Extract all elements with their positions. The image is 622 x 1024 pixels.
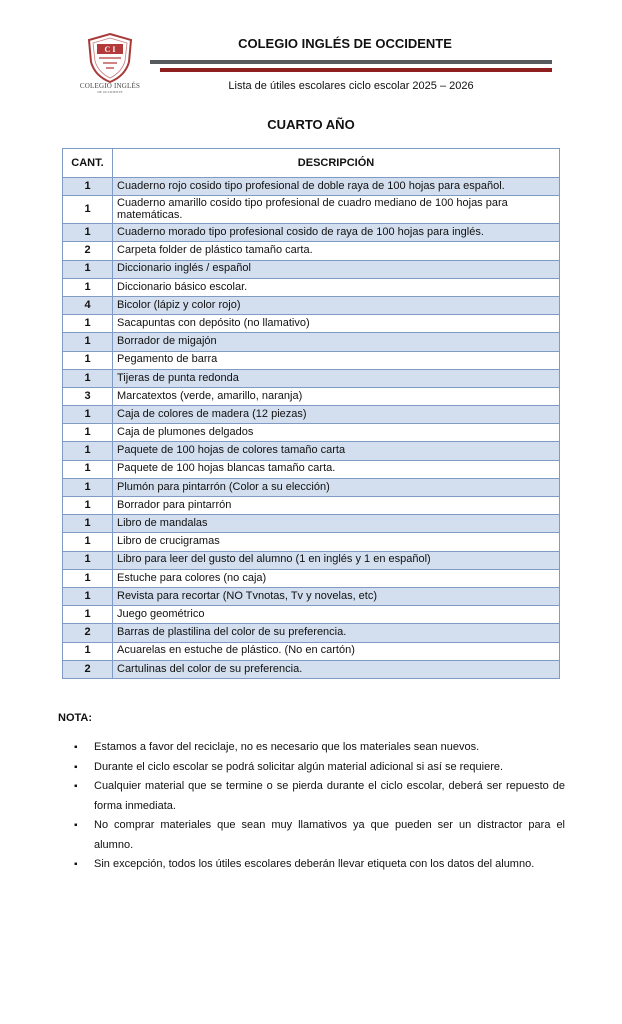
table-row [63, 278, 560, 296]
table-row [63, 351, 560, 369]
row-description: Juego geométrico [113, 606, 560, 624]
row-description: Bicolor (lápiz y color rojo) [113, 296, 560, 314]
bullet-icon: ▪ [74, 781, 78, 792]
row-quantity: 1 [63, 551, 113, 569]
table-row [63, 515, 560, 533]
row-quantity: 1 [63, 315, 113, 333]
crest-shield-icon [85, 32, 135, 84]
header-rule-red [160, 68, 552, 72]
table-row [63, 369, 560, 387]
row-description: Libro para leer del gusto del alumno (1 en inglés y 1 en español) [113, 551, 560, 569]
row-quantity: 1 [63, 515, 113, 533]
table-row [63, 224, 560, 242]
row-quantity: 1 [63, 606, 113, 624]
row-quantity: 3 [63, 387, 113, 405]
row-description: Barras de plastilina del color de su preferencia. [113, 624, 560, 642]
row-quantity: 2 [63, 624, 113, 642]
header-rule-gray [150, 60, 552, 64]
list-item [72, 816, 565, 855]
row-quantity: 1 [63, 642, 113, 660]
table-row [63, 660, 560, 678]
school-name: COLEGIO INGLÉS DE OCCIDENTE [238, 36, 452, 51]
row-quantity: 1 [63, 460, 113, 478]
row-description: Borrador para pintarrón [113, 497, 560, 515]
list-item [72, 738, 565, 758]
row-description: Caja de plumones delgados [113, 424, 560, 442]
row-description: Sacapuntas con depósito (no llamativo) [113, 315, 560, 333]
table-row [63, 587, 560, 605]
table-row [63, 406, 560, 424]
row-description: Paquete de 100 hojas blancas tamaño carta. [113, 460, 560, 478]
bullet-icon: ▪ [74, 820, 78, 831]
row-quantity: 1 [63, 533, 113, 551]
supply-table [62, 148, 560, 679]
row-description: Revista para recortar (NO Tvnotas, Tv y novelas, etc) [113, 587, 560, 605]
table-row [63, 460, 560, 478]
row-description: Libro de crucigramas [113, 533, 560, 551]
row-description: Diccionario básico escolar. [113, 278, 560, 296]
row-quantity: 1 [63, 333, 113, 351]
table-row [63, 569, 560, 587]
table-row [63, 387, 560, 405]
bullet-icon: ▪ [74, 859, 78, 870]
row-quantity: 1 [63, 406, 113, 424]
row-quantity: 1 [63, 587, 113, 605]
notes-title: NOTA: [58, 712, 93, 724]
row-quantity: 1 [63, 478, 113, 496]
table-row [63, 551, 560, 569]
crest-school-name: COLEGIO INGLÉS [79, 82, 141, 90]
table-header-row [63, 149, 560, 178]
crest-school-sub: DE OCCIDENTE [97, 90, 123, 94]
row-description: Acuarelas en estuche de plástico. (No en cartón) [113, 642, 560, 660]
row-quantity: 1 [63, 497, 113, 515]
row-description: Libro de mandalas [113, 515, 560, 533]
row-quantity: 1 [63, 178, 113, 196]
table-row [63, 424, 560, 442]
header-description: DESCRIPCIÓN [113, 149, 560, 178]
note-text: Estamos a favor del reciclaje, no es necesario que los materiales sean nuevos. [94, 741, 480, 753]
bullet-icon: ▪ [74, 761, 78, 773]
row-quantity: 1 [63, 424, 113, 442]
row-quantity: 1 [63, 569, 113, 587]
row-description: Borrador de migajón [113, 333, 560, 351]
row-quantity: 1 [63, 260, 113, 278]
row-quantity: 1 [63, 196, 113, 224]
grade-title: CUARTO AÑO [267, 117, 355, 132]
table-row [63, 260, 560, 278]
table-row [63, 642, 560, 660]
table-row [63, 533, 560, 551]
row-description: Paquete de 100 hojas de colores tamaño carta [113, 442, 560, 460]
row-description: Marcatextos (verde, amarillo, naranja) [113, 387, 560, 405]
svg-text:C I: C I [104, 45, 116, 54]
bullet-icon: ▪ [74, 742, 78, 753]
table-row [63, 606, 560, 624]
table-row [63, 442, 560, 460]
row-description: Carpeta folder de plástico tamaño carta. [113, 242, 560, 260]
row-quantity: 1 [63, 442, 113, 460]
row-quantity: 1 [63, 351, 113, 369]
row-description: Cuaderno amarillo cosido tipo profesional de cuadro mediano de 100 hojas para matemáticas. [113, 196, 560, 224]
table-row [63, 242, 560, 260]
table-row [63, 333, 560, 351]
header-quantity: CANT. [63, 149, 113, 178]
row-quantity: 1 [63, 369, 113, 387]
row-description: Caja de colores de madera (12 piezas) [113, 406, 560, 424]
table-row [63, 196, 560, 224]
row-description: Cuaderno rojo cosido tipo profesional de doble raya de 100 hojas para español. [113, 178, 560, 196]
row-description: Cuaderno morado tipo profesional cosido de raya de 100 hojas para inglés. [113, 224, 560, 242]
table-row [63, 178, 560, 196]
row-quantity: 1 [63, 278, 113, 296]
note-text: No comprar materiales que sean muy llamativos ya que pueden ser un distractor para el alumno. [94, 819, 565, 851]
list-item [72, 777, 565, 816]
table-row [63, 497, 560, 515]
row-description: Tijeras de punta redonda [113, 369, 560, 387]
note-text: Durante el ciclo escolar se podrá solicitar algún material adicional si así se requiere. [94, 760, 504, 773]
table-row [63, 296, 560, 314]
note-text: Sin excepción, todos los útiles escolares deberán llevar etiqueta con los datos del alumno. [94, 858, 535, 870]
table-row [63, 315, 560, 333]
notes-list [72, 738, 565, 875]
row-quantity: 1 [63, 224, 113, 242]
table-row [63, 478, 560, 496]
row-description: Pegamento de barra [113, 351, 560, 369]
document-subtitle: Lista de útiles escolares ciclo escolar 2025 – 2026 [228, 80, 474, 92]
row-quantity: 2 [63, 660, 113, 678]
row-description: Plumón para pintarrón (Color a su elección) [113, 478, 560, 496]
note-text: Cualquier material que se termine o se pierda durante el ciclo escolar, deberá ser repuesto de forma inmediata. [94, 780, 565, 812]
row-description: Diccionario inglés / español [113, 260, 560, 278]
row-description: Estuche para colores (no caja) [113, 569, 560, 587]
table-row [63, 624, 560, 642]
row-description: Cartulinas del color de su preferencia. [113, 660, 560, 678]
list-item [72, 758, 565, 778]
row-quantity: 2 [63, 242, 113, 260]
list-item [72, 855, 565, 875]
row-quantity: 4 [63, 296, 113, 314]
